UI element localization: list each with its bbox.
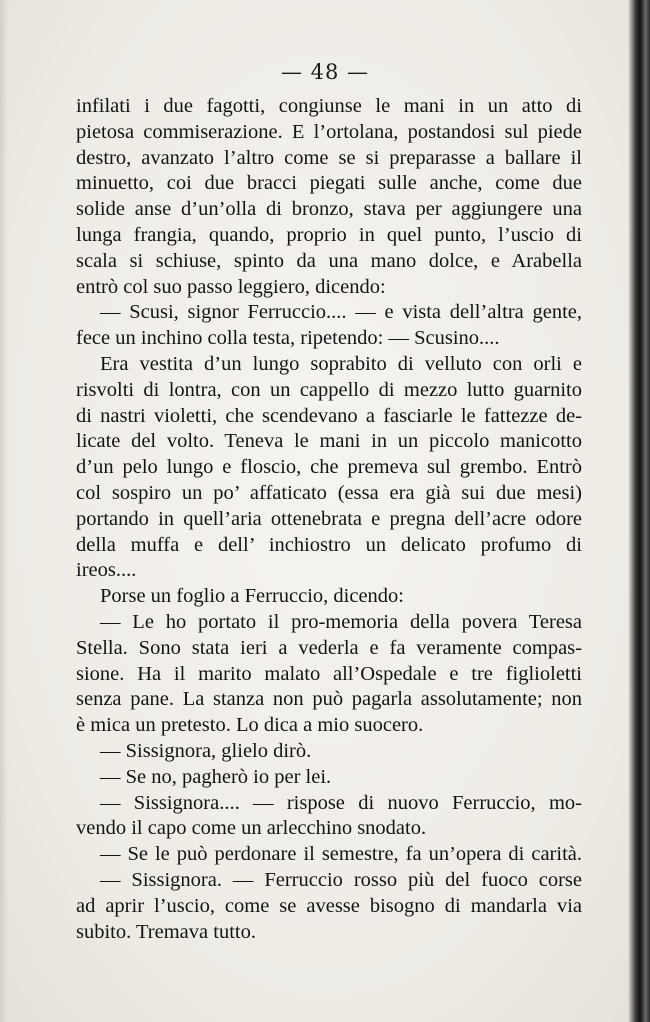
page-left-edge bbox=[0, 0, 8, 1022]
text-line: portando in quell’aria ottenebrata e pregna dell’acre odore bbox=[76, 507, 582, 530]
body-text bbox=[76, 94, 582, 945]
text-line: vendo il capo come un arlecchino snodato. bbox=[76, 817, 427, 840]
text-line: di nastri violetti, che scendevano a fasciarle le fattezze de- bbox=[76, 404, 582, 427]
text-line: col sospiro un po’ affaticato (essa era già sui due mesi) bbox=[76, 481, 582, 504]
text-line: ireos.... bbox=[76, 559, 137, 582]
text-line: — Sissignora. — Ferruccio rosso più del fuoco corse bbox=[100, 868, 582, 891]
text-line: Porse un foglio a Ferruccio, dicendo: bbox=[100, 585, 405, 608]
text-line: infilati i due fagotti, congiunse le mani in un atto di bbox=[76, 95, 582, 117]
text-line: ad aprir l’uscio, come se avesse bisogno di mandarla via bbox=[76, 894, 582, 917]
page-number: — 48 — bbox=[280, 60, 370, 84]
text-line: senza pane. La stanza non può pagarla assolutamente; non bbox=[76, 688, 582, 711]
text-line: solide anse d’un’olla di bronzo, stava per aggiungere una bbox=[76, 198, 582, 221]
text-line: Stella. Sono stata ieri a vederla e fa veramente compas- bbox=[76, 636, 582, 659]
text-line: subito. Tremava tutto. bbox=[76, 920, 256, 943]
text-line: d’un pelo lungo e floscio, che premeva sul grembo. Entrò bbox=[76, 456, 582, 479]
text-line: minuetto, coi due bracci piegati sulle anche, come due bbox=[76, 172, 582, 195]
text-line: fece un inchino colla testa, ripetendo: — Scusino.... bbox=[76, 327, 500, 350]
text-line: — Sissignora.... — rispose di nuovo Ferruccio, mo- bbox=[100, 791, 582, 814]
text-line: sione. Ha il marito malato all’Ospedale e tre figlioletti bbox=[76, 662, 582, 685]
text-line: Era vestita d’un lungo soprabito di velluto con orli e bbox=[100, 352, 582, 375]
text-line: risvolti di lontra, con un cappello di mezzo lutto guarnito bbox=[76, 378, 582, 401]
text-line: — Se le può perdonare il semestre, fa un’opera di carità. bbox=[100, 843, 582, 866]
text-line: — Sissignora, glielo dirò. bbox=[100, 739, 312, 762]
text-line: licate del volto. Teneva le mani in un piccolo manicotto bbox=[76, 430, 582, 453]
text-line: pietosa commiserazione. E l’ortolana, postandosi sul piede bbox=[76, 120, 582, 143]
text-line: — Scusi, signor Ferruccio.... — e vista dell’altra gente, bbox=[100, 301, 582, 324]
text-line: lunga frangia, quando, proprio in quel punto, l’uscio di bbox=[76, 223, 582, 246]
text-line: — Se no, pagherò io per lei. bbox=[100, 765, 332, 788]
text-line: entrò col suo passo leggiero, dicendo: bbox=[76, 275, 386, 298]
page-right-edge-shadow bbox=[628, 0, 650, 1022]
text-line: destro, avanzato l’altro come se si preparasse a ballare il bbox=[76, 146, 582, 169]
text-line: è mica un pretesto. Lo dica a mio suocero. bbox=[76, 714, 424, 737]
text-line: scala si schiuse, spinto da una mano dolce, e Arabella bbox=[76, 249, 582, 272]
text-line: della muffa e dell’ inchiostro un delicato profumo di bbox=[76, 533, 582, 556]
text-line: — Le ho portato il pro-memoria della povera Teresa bbox=[100, 610, 582, 633]
